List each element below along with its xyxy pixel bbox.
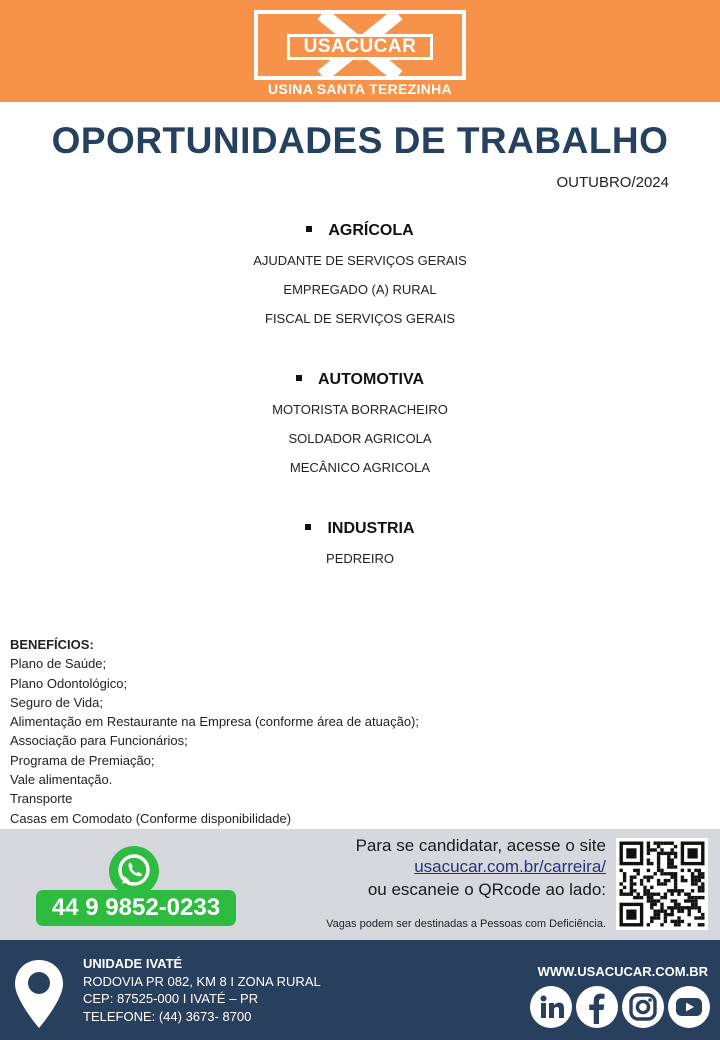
bullet-icon — [296, 375, 302, 381]
job-item: FISCAL DE SERVIÇOS GERAIS — [265, 311, 455, 326]
whatsapp-icon[interactable] — [109, 846, 159, 896]
logo-subtitle: USINA SANTA TEREZINHA — [268, 81, 452, 97]
careers-link[interactable]: usacucar.com.br/carreira/ — [414, 857, 606, 876]
apply-instruction: Para se candidatar, acesse o site — [355, 836, 606, 855]
section-automotiva — [0, 369, 720, 482]
linkedin-icon[interactable] — [530, 986, 572, 1028]
benefit-item: Alimentação em Restaurante na Empresa (conforme área de atuação); — [10, 714, 419, 730]
telephone-line: TELEFONE: (44) 3673- 8700 — [83, 1008, 252, 1024]
location-pin-icon — [12, 958, 66, 1030]
benefit-item: Programa de Premiação; — [10, 752, 155, 768]
qr-instruction: ou escaneie o QRcode ao lado: — [367, 880, 606, 899]
section-heading: AUTOMOTIVA — [0, 369, 720, 391]
benefits-list — [10, 635, 610, 828]
bullet-icon — [305, 524, 311, 530]
job-item: MECÂNICO AGRICOLA — [289, 460, 431, 475]
address-line: RODOVIA PR 082, KM 8 I ZONA RURAL — [83, 973, 321, 989]
section-industria — [0, 518, 720, 573]
job-item: AJUDANTE DE SERVIÇOS GERAIS — [253, 253, 467, 268]
page-title: OPORTUNIDADES DE TRABALHO — [51, 120, 669, 161]
unit-name: UNIDADE IVATÉ — [83, 956, 183, 971]
pcd-note: Vagas podem ser destinadas a Pessoas com Deficiência. — [326, 918, 606, 930]
job-item: EMPREGADO (A) RURAL — [283, 282, 437, 297]
unit-address — [83, 955, 321, 1025]
qr-code[interactable] — [616, 838, 708, 930]
publication-date: OUTUBRO/2024 — [556, 174, 669, 191]
youtube-icon[interactable] — [668, 986, 710, 1028]
job-item: MOTORISTA BORRACHEIRO — [272, 402, 448, 417]
logo-name: USACUCAR — [287, 34, 433, 60]
benefits-title: BENEFÍCIOS: — [10, 637, 94, 652]
website-link[interactable]: WWW.USACUCAR.COM.BR — [537, 964, 708, 979]
job-item: SOLDADOR AGRICOLA — [288, 431, 432, 446]
section-heading: AGRÍCOLA — [0, 220, 720, 242]
cep-line: CEP: 87525-000 I IVATÉ – PR — [83, 991, 259, 1006]
bullet-icon — [306, 226, 312, 232]
benefit-item: Seguro de Vida; — [10, 694, 103, 710]
benefit-item: Plano de Saúde; — [10, 656, 107, 672]
benefit-item: Transporte — [10, 791, 73, 807]
section-heading: INDUSTRIA — [0, 518, 720, 540]
job-item: PEDREIRO — [326, 551, 394, 566]
whatsapp-phone-button[interactable]: 44 9 9852-0233 — [36, 890, 236, 926]
facebook-icon[interactable] — [576, 986, 618, 1028]
benefit-item: Vale alimentação. — [10, 772, 113, 788]
benefit-item: Plano Odontológico; — [10, 675, 128, 691]
benefit-item: Casas em Comodato (Conforme disponibilidade) — [10, 810, 292, 826]
instagram-icon[interactable] — [622, 986, 664, 1028]
benefit-item: Associação para Funcionários; — [10, 733, 188, 749]
company-logo — [254, 10, 466, 80]
section-agricola — [0, 220, 720, 333]
